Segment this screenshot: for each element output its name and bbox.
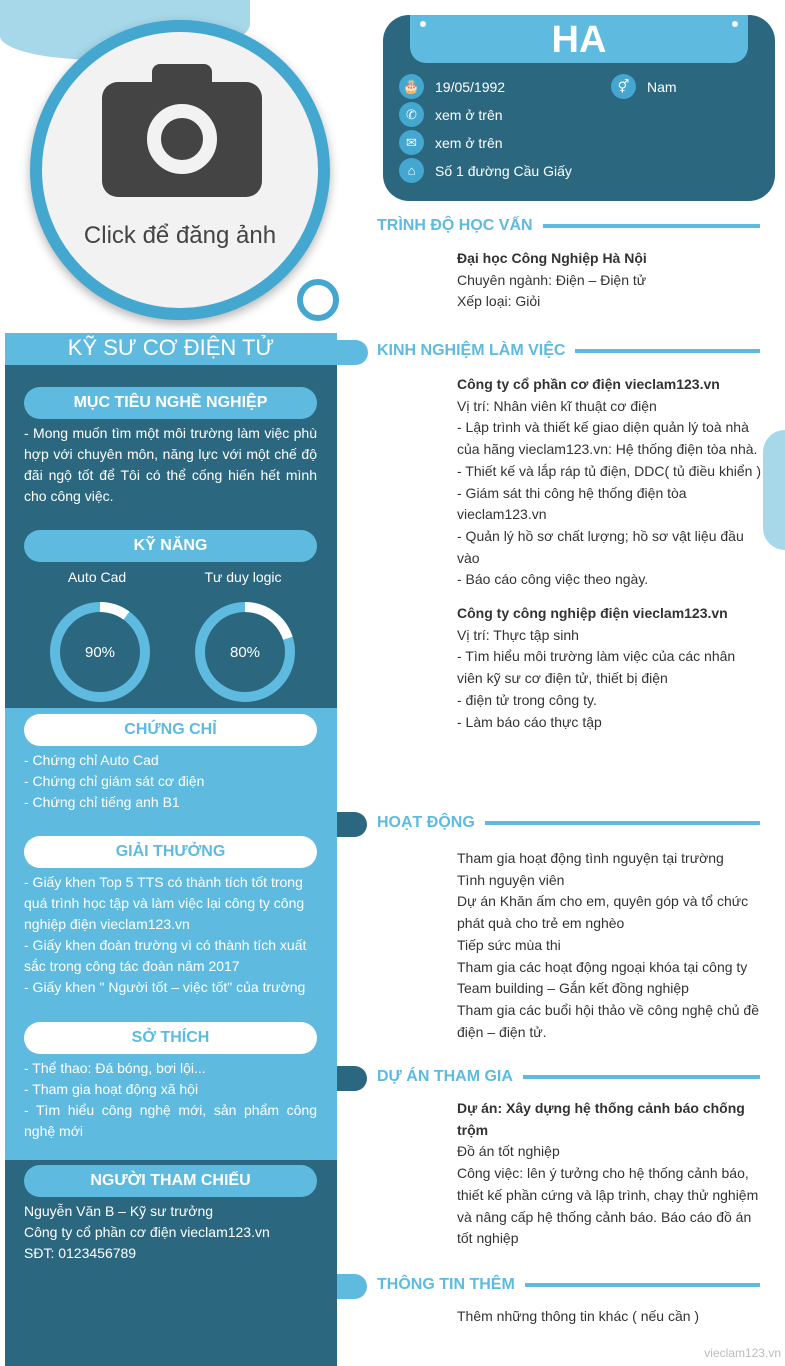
activities-heading	[377, 814, 760, 832]
header-card	[383, 15, 775, 201]
name-bar	[410, 15, 748, 63]
section-title: TRÌNH ĐỘ HỌC VẤN	[377, 217, 533, 234]
job-line[interactable]: - Làm báo cáo thực tập	[457, 713, 602, 730]
section-title: KINH NGHIỆM LÀM VIỆC	[377, 342, 566, 359]
references-heading: NGƯỜI THAM CHIẾU	[24, 1165, 317, 1197]
section-rule	[485, 821, 760, 825]
extra-text[interactable]: Thêm những thông tin khác ( nếu cần )	[457, 1308, 700, 1324]
birthday[interactable]: 19/05/1992	[435, 78, 506, 95]
job-line[interactable]: Vị trí: Thực tập sinh	[457, 626, 579, 643]
school-name[interactable]: Đại học Công Nghiệp Hà Nội	[457, 250, 647, 266]
certificate-item[interactable]: - Chứng chỉ tiếng anh B1	[24, 794, 180, 810]
project-name[interactable]: Dự án: Xây dựng hệ thống cảnh báo chống trộm	[457, 1100, 745, 1138]
award-item[interactable]: - Giấy khen " Người tốt – việc tốt" của trường	[24, 979, 306, 995]
full-name[interactable]: HA	[551, 19, 607, 61]
certificates-list	[24, 750, 317, 813]
hobby-item[interactable]: - Tham gia hoạt động xã hội	[24, 1081, 199, 1097]
activity-line[interactable]: Tình nguyện viên	[457, 871, 565, 888]
skill-percent: 90%	[84, 644, 116, 661]
decor-blob	[763, 430, 785, 550]
job-title[interactable]: KỸ SƯ CƠ ĐIỆN TỬ	[5, 333, 337, 365]
photo-upload-label: Click để đăng ảnh	[83, 222, 277, 249]
job-line[interactable]: - Tìm hiểu môi trường làm việc của các nhân viên kỹ sư cơ điện tử, thiết bị điện	[457, 648, 736, 687]
job-line[interactable]: - Lập trình và thiết kế giao diện quản lý toà nhà của hãng vieclam123.vn: Hệ thống điện tòa nhà.	[457, 419, 758, 458]
section-rule	[575, 349, 760, 353]
project-line[interactable]: Công việc: lên ý tưởng cho hệ thống cảnh báo, thiết kế phần cứng và lập trình, chạy thử nghiệm và nâng cấp hệ thống cảnh báo. Báo cáo đồ án tốt nghiệp	[457, 1165, 759, 1247]
section-rule	[523, 1075, 760, 1079]
skills-heading: KỸ NĂNG	[24, 530, 317, 562]
activities-block	[457, 848, 762, 1043]
phone[interactable]: xem ở trên	[435, 106, 503, 123]
activity-line[interactable]: Team building – Gắn kết đồng nghiệp	[457, 980, 689, 997]
activity-line[interactable]: Tiếp sức mùa thi	[457, 936, 561, 953]
section-title: HOẠT ĐỘNG	[377, 814, 475, 831]
activity-line[interactable]: Tham gia các buổi hội thảo về công nghệ chủ đề điện – điện tử.	[457, 1001, 759, 1040]
skill-name: Auto Cad	[67, 569, 127, 585]
awards-heading: GIẢI THƯỞNG	[24, 836, 317, 868]
hobbies-heading: SỞ THÍCH	[24, 1022, 317, 1054]
activity-line[interactable]: Dự án Khăn ấm cho em, quyên góp và tổ chức phát quà cho trẻ em nghèo	[457, 893, 749, 932]
award-item[interactable]: - Giấy khen đoàn trường vì có thành tích xuất sắc trong công tác đoàn năm 2017	[24, 937, 307, 974]
job-line[interactable]: - Giám sát thi công hệ thống điện tòa vieclam123.vn	[457, 484, 687, 523]
hobby-item[interactable]: - Tìm hiểu công nghệ mới, sản phẩm công nghệ mới	[24, 1102, 317, 1139]
section-rule	[543, 224, 760, 228]
section-title: DỰ ÁN THAM GIA	[377, 1068, 513, 1085]
job-line[interactable]: - Báo cáo công việc theo ngày.	[457, 571, 649, 588]
address-icon: ⌂	[399, 158, 424, 183]
award-item[interactable]: - Giấy khen Top 5 TTS có thành tích tốt trong quá trình học tập và làm việc lại công ty công nghiệp điện vieclam123.vn	[24, 874, 305, 932]
section-tab	[337, 1066, 367, 1091]
certificates-heading: CHỨNG CHỈ	[24, 714, 317, 746]
birthday-cake-icon: 🎂	[399, 74, 424, 99]
gender-icon: ⚥	[611, 74, 636, 99]
section-title: THÔNG TIN THÊM	[377, 1276, 515, 1293]
references-list	[24, 1201, 317, 1264]
company-name[interactable]: Công ty cổ phần cơ điện vieclam123.vn	[457, 376, 720, 392]
objective-heading: MỤC TIÊU NGHỀ NGHIỆP	[24, 387, 317, 419]
photo-knob	[297, 279, 339, 321]
certificate-item[interactable]: - Chứng chỉ Auto Cad	[24, 752, 159, 768]
phone-icon: ✆	[399, 102, 424, 127]
job-line[interactable]: - điện tử trong công ty.	[457, 691, 597, 708]
education-block	[457, 248, 762, 313]
project-line[interactable]: Đồ án tốt nghiệp	[457, 1143, 560, 1160]
section-rule	[525, 1283, 760, 1287]
camera-icon	[102, 82, 262, 197]
awards-list	[24, 872, 317, 998]
job-line[interactable]: - Thiết kế và lắp ráp tủ điện, DDC( tủ điều khiển )	[457, 462, 762, 479]
skill-name: Tư duy logic	[204, 569, 282, 585]
reference-item[interactable]: Nguyễn Văn B – Kỹ sư trưởng	[24, 1203, 214, 1219]
reference-item[interactable]: Công ty cổ phần cơ điện vieclam123.vn	[24, 1224, 270, 1240]
activity-line[interactable]: Tham gia hoạt động tình nguyện tại trường	[457, 850, 724, 866]
address[interactable]: Số 1 đường Cầu Giấy	[435, 162, 572, 179]
education-heading	[377, 217, 760, 235]
company-name[interactable]: Công ty công nghiệp điện vieclam123.vn	[457, 605, 728, 622]
projects-heading	[377, 1068, 760, 1086]
certificate-item[interactable]: - Chứng chỉ giám sát cơ điện	[24, 773, 205, 789]
footer-watermark: vieclam123.vn	[704, 1346, 781, 1360]
reference-item[interactable]: SĐT: 0123456789	[24, 1245, 137, 1261]
experience-block	[457, 374, 762, 733]
hobby-item[interactable]: - Thể thao: Đá bóng, bơi lội...	[24, 1060, 206, 1076]
job-line[interactable]: Vị trí: Nhân viên kĩ thuật cơ điện	[457, 397, 657, 414]
education-line[interactable]: Xếp loại: Giỏi	[457, 293, 541, 310]
skill-donut-autocad	[46, 601, 154, 703]
email[interactable]: xem ở trên	[435, 134, 503, 151]
gender[interactable]: Nam	[647, 78, 677, 95]
photo-upload[interactable]	[30, 20, 330, 320]
skill-percent: 80%	[229, 644, 261, 661]
experience-heading	[377, 342, 760, 360]
objective-text[interactable]: - Mong muốn tìm một môi trường làm việc phù hợp với chuyên môn, năng lực với một chế độ đãi ngộ tốt để Tôi có thể cống hiến hết mình cho công việc.	[24, 425, 317, 504]
skill-donut-logic	[191, 601, 299, 703]
section-tab	[337, 1274, 367, 1299]
section-tab	[337, 812, 367, 837]
extra-heading	[377, 1276, 760, 1294]
education-line[interactable]: Chuyên ngành: Điện – Điện tử	[457, 271, 647, 288]
hobbies-list	[24, 1058, 317, 1142]
email-icon: ✉	[399, 130, 424, 155]
projects-block	[457, 1098, 762, 1250]
job-line[interactable]: - Quản lý hồ sơ chất lượng; hồ sơ vật liệu đầu vào	[457, 527, 744, 566]
activity-line[interactable]: Tham gia các hoạt động ngoại khóa tại công ty	[457, 958, 748, 975]
